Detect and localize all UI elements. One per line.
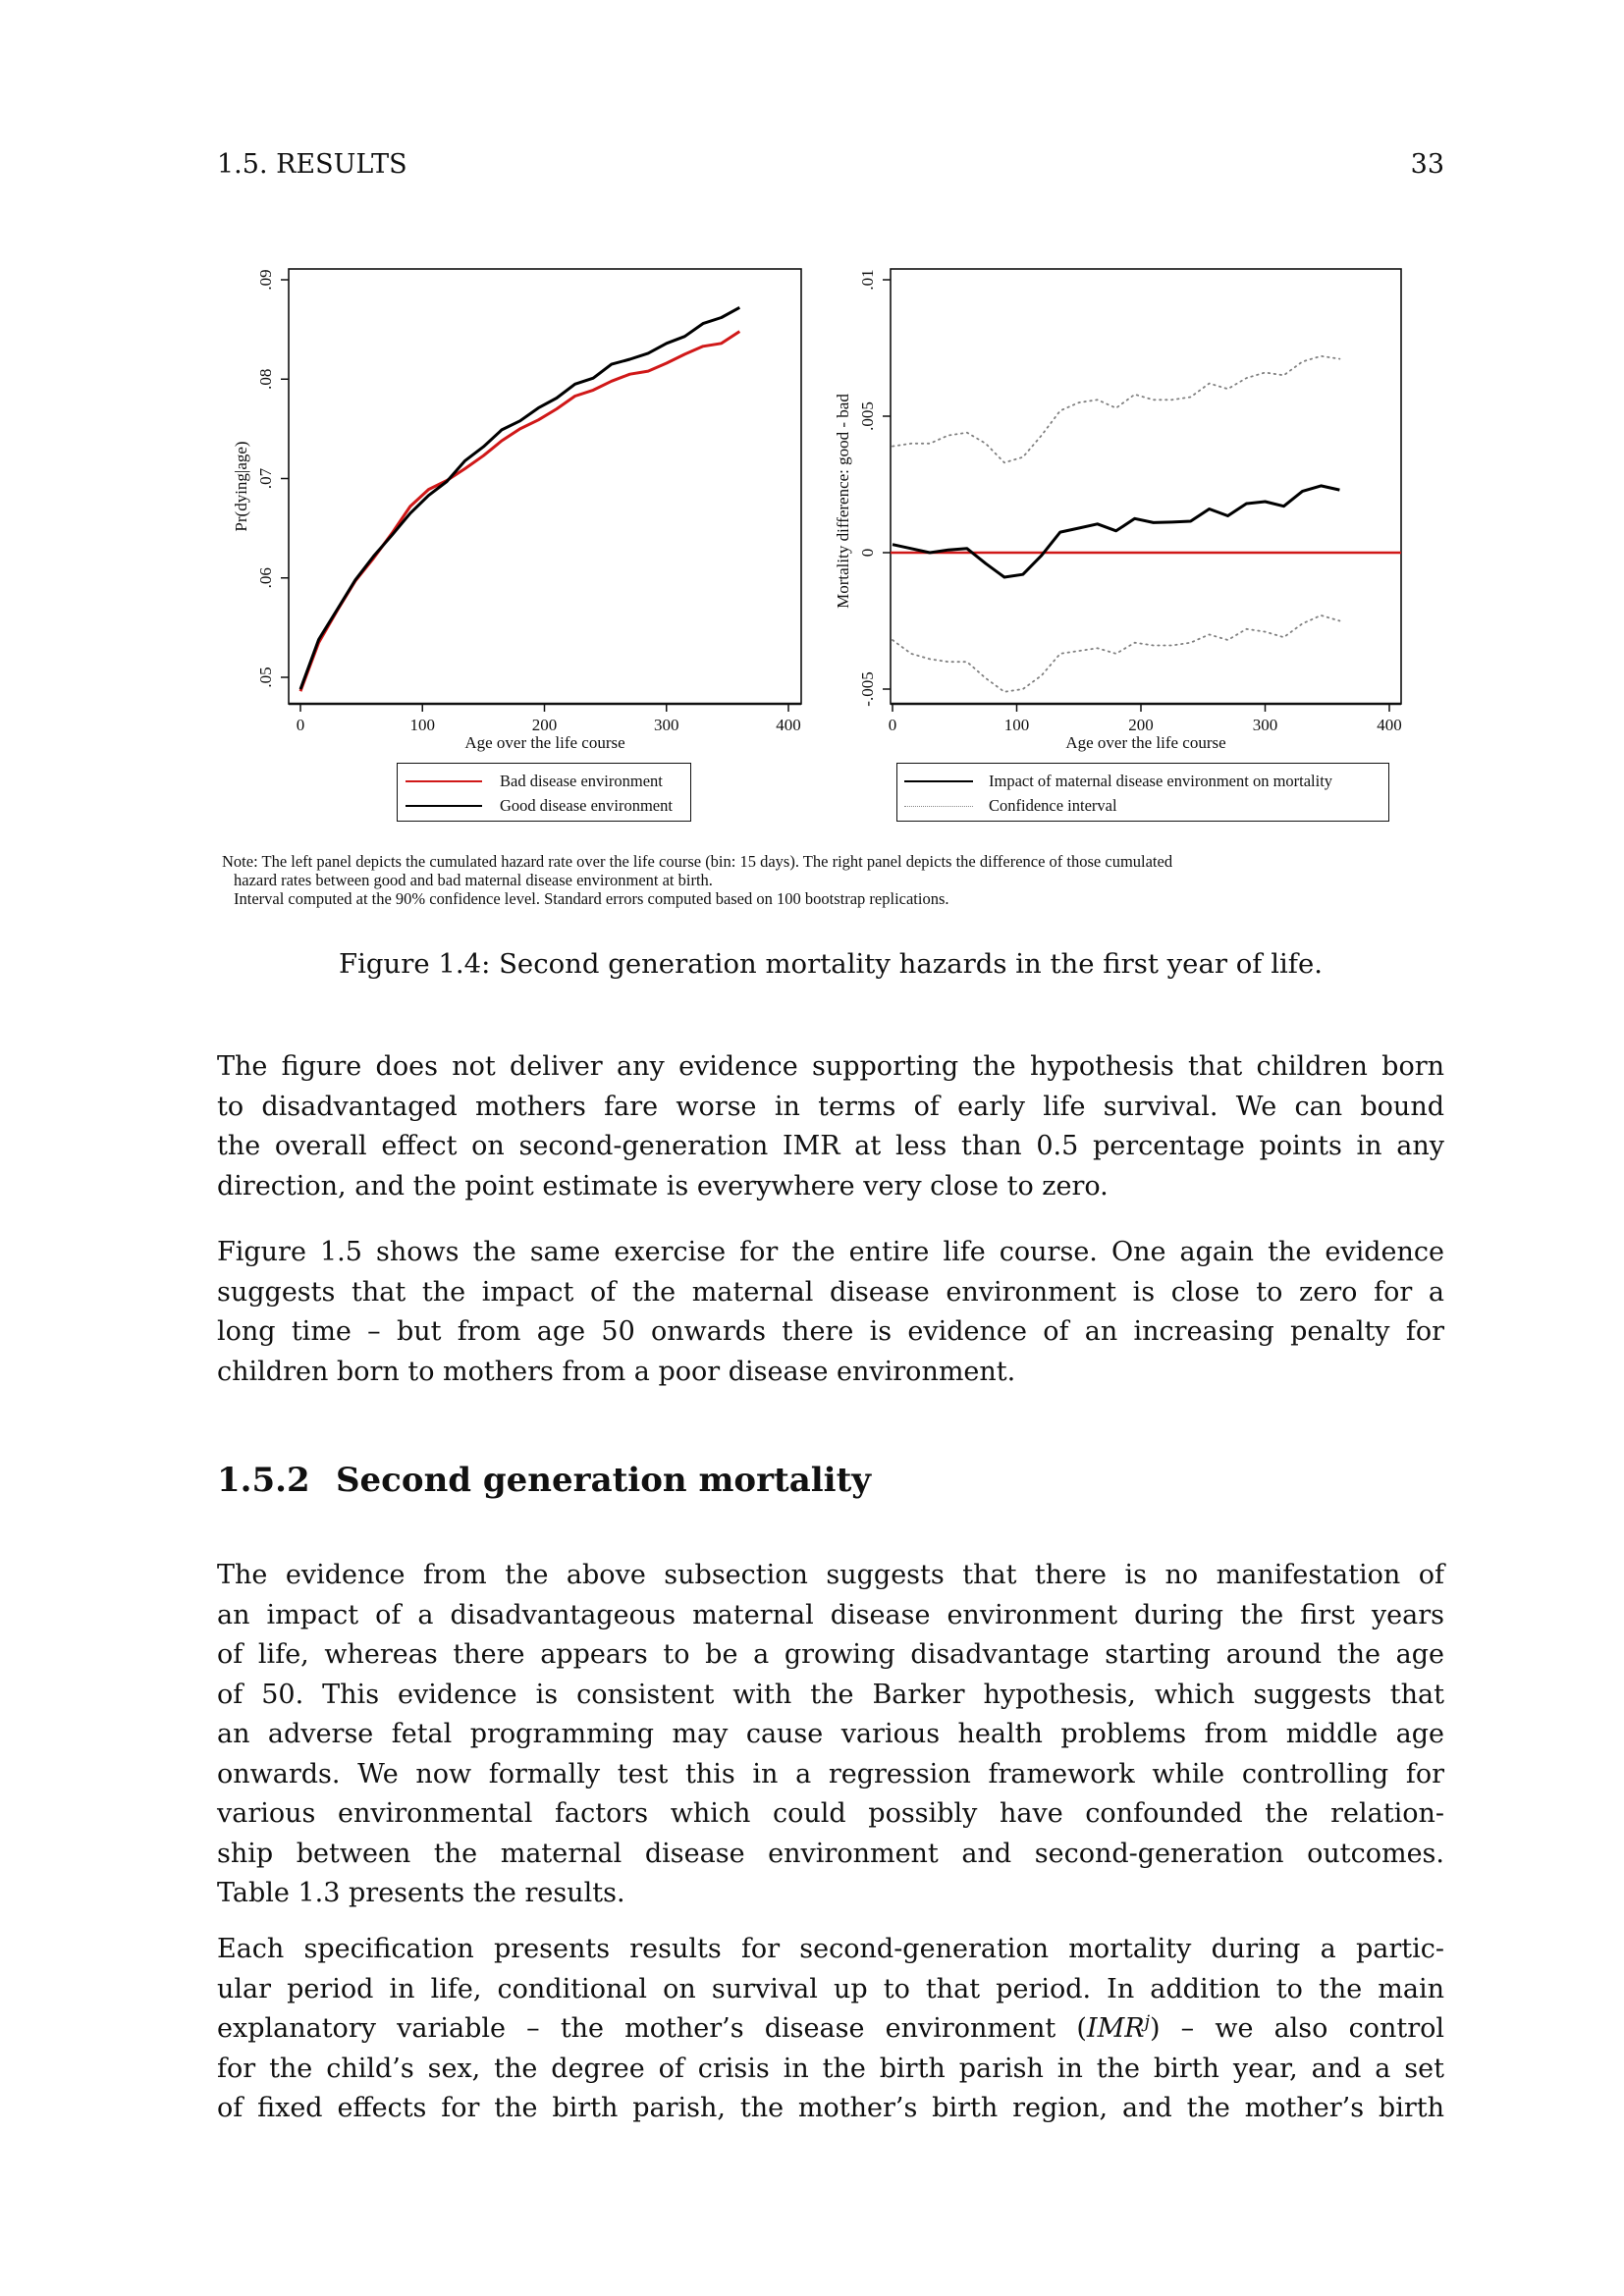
legend-item-good: [398, 796, 673, 816]
red-line-swatch-icon: [406, 780, 482, 782]
text-line: long time – but from age 50 onwards there is evidence of an increasing penalty for: [217, 1316, 1444, 1347]
note-line: Note: The left panel depicts the cumulated hazard rate over the life course (bin: 15 days). The right panel depicts the difference of those cumulated: [222, 852, 1173, 871]
paragraph-4: [217, 1930, 1444, 2129]
x-tick-label: 0: [296, 716, 305, 734]
note-line: hazard rates between good and bad maternal disease environment at birth.: [234, 871, 713, 889]
legend-item-impact: [897, 772, 1332, 791]
series-line: [893, 356, 1339, 463]
y-tick-label: .09: [256, 269, 275, 291]
text-line: various environmental factors which could possibly have confounded the relation-: [217, 1798, 1444, 1829]
y-axis-label: Pr(dying|age): [232, 441, 250, 532]
y-tick-label: .05: [256, 667, 275, 688]
text-line: Each specification presents results for second-generation mortality during a partic-: [217, 1934, 1444, 1964]
text-line: of fixed effects for the birth parish, the mother’s birth region, and the mother’s birth: [217, 2093, 1444, 2123]
legend-item-bad: [398, 772, 663, 791]
y-tick-label: .07: [256, 467, 275, 490]
text-line-with-math: [217, 2009, 1444, 2050]
text-line: an adverse fetal programming may cause various health problems from middle age: [217, 1719, 1444, 1749]
y-tick-label: .06: [256, 567, 275, 589]
left-legend: [397, 763, 691, 822]
section-title: Second generation mortality: [336, 1461, 872, 1500]
text-line: The figure does not deliver any evidence supporting the hypothesis that children born: [217, 1051, 1444, 1082]
math-superscript: j: [1144, 2012, 1150, 2033]
note-line: Interval computed at the 90% confidence level. Standard errors computed based on 100 bootstrap replications.: [234, 889, 949, 908]
x-tick-label: 400: [1377, 716, 1402, 734]
x-tick-label: 100: [409, 716, 435, 734]
text-line: ular period in life, conditional on survival up to that period. In addition to the main: [217, 1973, 1444, 2004]
figure-note: [222, 852, 1430, 908]
black-line-swatch-icon: [406, 805, 482, 807]
text-fragment: explanatory variable – the mother’s disease environment (: [217, 2013, 1087, 2044]
text-line: to disadvantaged mothers fare worse in terms of early life survival. We can bound: [217, 1091, 1444, 1122]
paragraph-3: [217, 1556, 1444, 1914]
legend-label: Confidence interval: [989, 796, 1117, 815]
x-tick-label: 300: [1252, 716, 1278, 734]
text-line: Figure 1.5 shows the same exercise for the entire life course. One again the evidence: [217, 1237, 1444, 1267]
series-line: [893, 486, 1339, 577]
text-line: ship between the maternal disease environment and second-generation outcomes.: [217, 1838, 1444, 1869]
figure-caption: Figure 1.4: Second generation mortality hazards in the first year of life.: [339, 948, 1323, 980]
legend-label: Good disease environment: [500, 796, 673, 815]
right-panel-chart: [0, 0, 1624, 883]
section-heading: [217, 1461, 871, 1500]
x-tick-label: 400: [776, 716, 801, 734]
page-number: 33: [1410, 149, 1444, 180]
text-line: The evidence from the above subsection suggests that there is no manifestation of: [217, 1560, 1444, 1590]
text-line: suggests that the impact of the maternal disease environment is close to zero for a: [217, 1276, 1444, 1308]
x-axis-label: Age over the life course: [464, 733, 625, 752]
y-tick-label: .01: [858, 269, 877, 291]
dotted-line-swatch-icon: [904, 806, 973, 807]
text-line: for the child’s sex, the degree of crisis in the birth parish in the birth year, and a set: [217, 2053, 1444, 2084]
section-running-title: 1.5. RESULTS: [217, 149, 407, 180]
text-line: of 50. This evidence is consistent with the Barker hypothesis, which suggests that: [217, 1679, 1444, 1710]
right-legend: [896, 763, 1389, 822]
text-line: children born to mothers from a poor disease environment.: [217, 1356, 1016, 1387]
legend-label: Impact of maternal disease environment on mortality: [989, 772, 1333, 790]
x-tick-label: 200: [1128, 716, 1154, 734]
text-line: an impact of a disadvantageous maternal disease environment during the first years: [217, 1599, 1444, 1630]
text-fragment: ) – we also control: [1150, 2013, 1444, 2044]
x-tick-label: 200: [531, 716, 558, 734]
y-tick-label: 0: [858, 548, 877, 558]
x-tick-label: 300: [654, 716, 679, 734]
text-line: Table 1.3 presents the results.: [217, 1878, 625, 1908]
text-line: onwards. We now formally test this in a regression framework while controlling for: [217, 1758, 1444, 1789]
x-tick-label: 100: [1003, 716, 1030, 734]
text-line: of life, whereas there appears to be a growing disadvantage starting around the age: [217, 1639, 1444, 1670]
y-tick-label: .08: [256, 368, 275, 390]
text-line: direction, and the point estimate is everywhere very close to zero.: [217, 1170, 1109, 1201]
legend-item-ci: [897, 796, 1117, 816]
y-axis-label: Mortality difference: good - bad: [834, 394, 852, 609]
legend-label: Bad disease environment: [500, 772, 663, 790]
x-axis-label: Age over the life course: [1065, 733, 1226, 752]
paragraph-1: [217, 1047, 1444, 1206]
x-tick-label: 0: [888, 716, 897, 734]
math-imr: IMR: [1086, 2013, 1145, 2044]
section-number: 1.5.2: [217, 1461, 310, 1500]
y-tick-label: .005: [858, 401, 877, 431]
y-tick-label: -.005: [858, 671, 877, 707]
series-line: [893, 615, 1339, 692]
black-line-swatch-icon: [904, 780, 973, 782]
text-line: the overall effect on second-generation IMR at less than 0.5 percentage points in any: [217, 1131, 1444, 1161]
paragraph-2: [217, 1233, 1444, 1392]
